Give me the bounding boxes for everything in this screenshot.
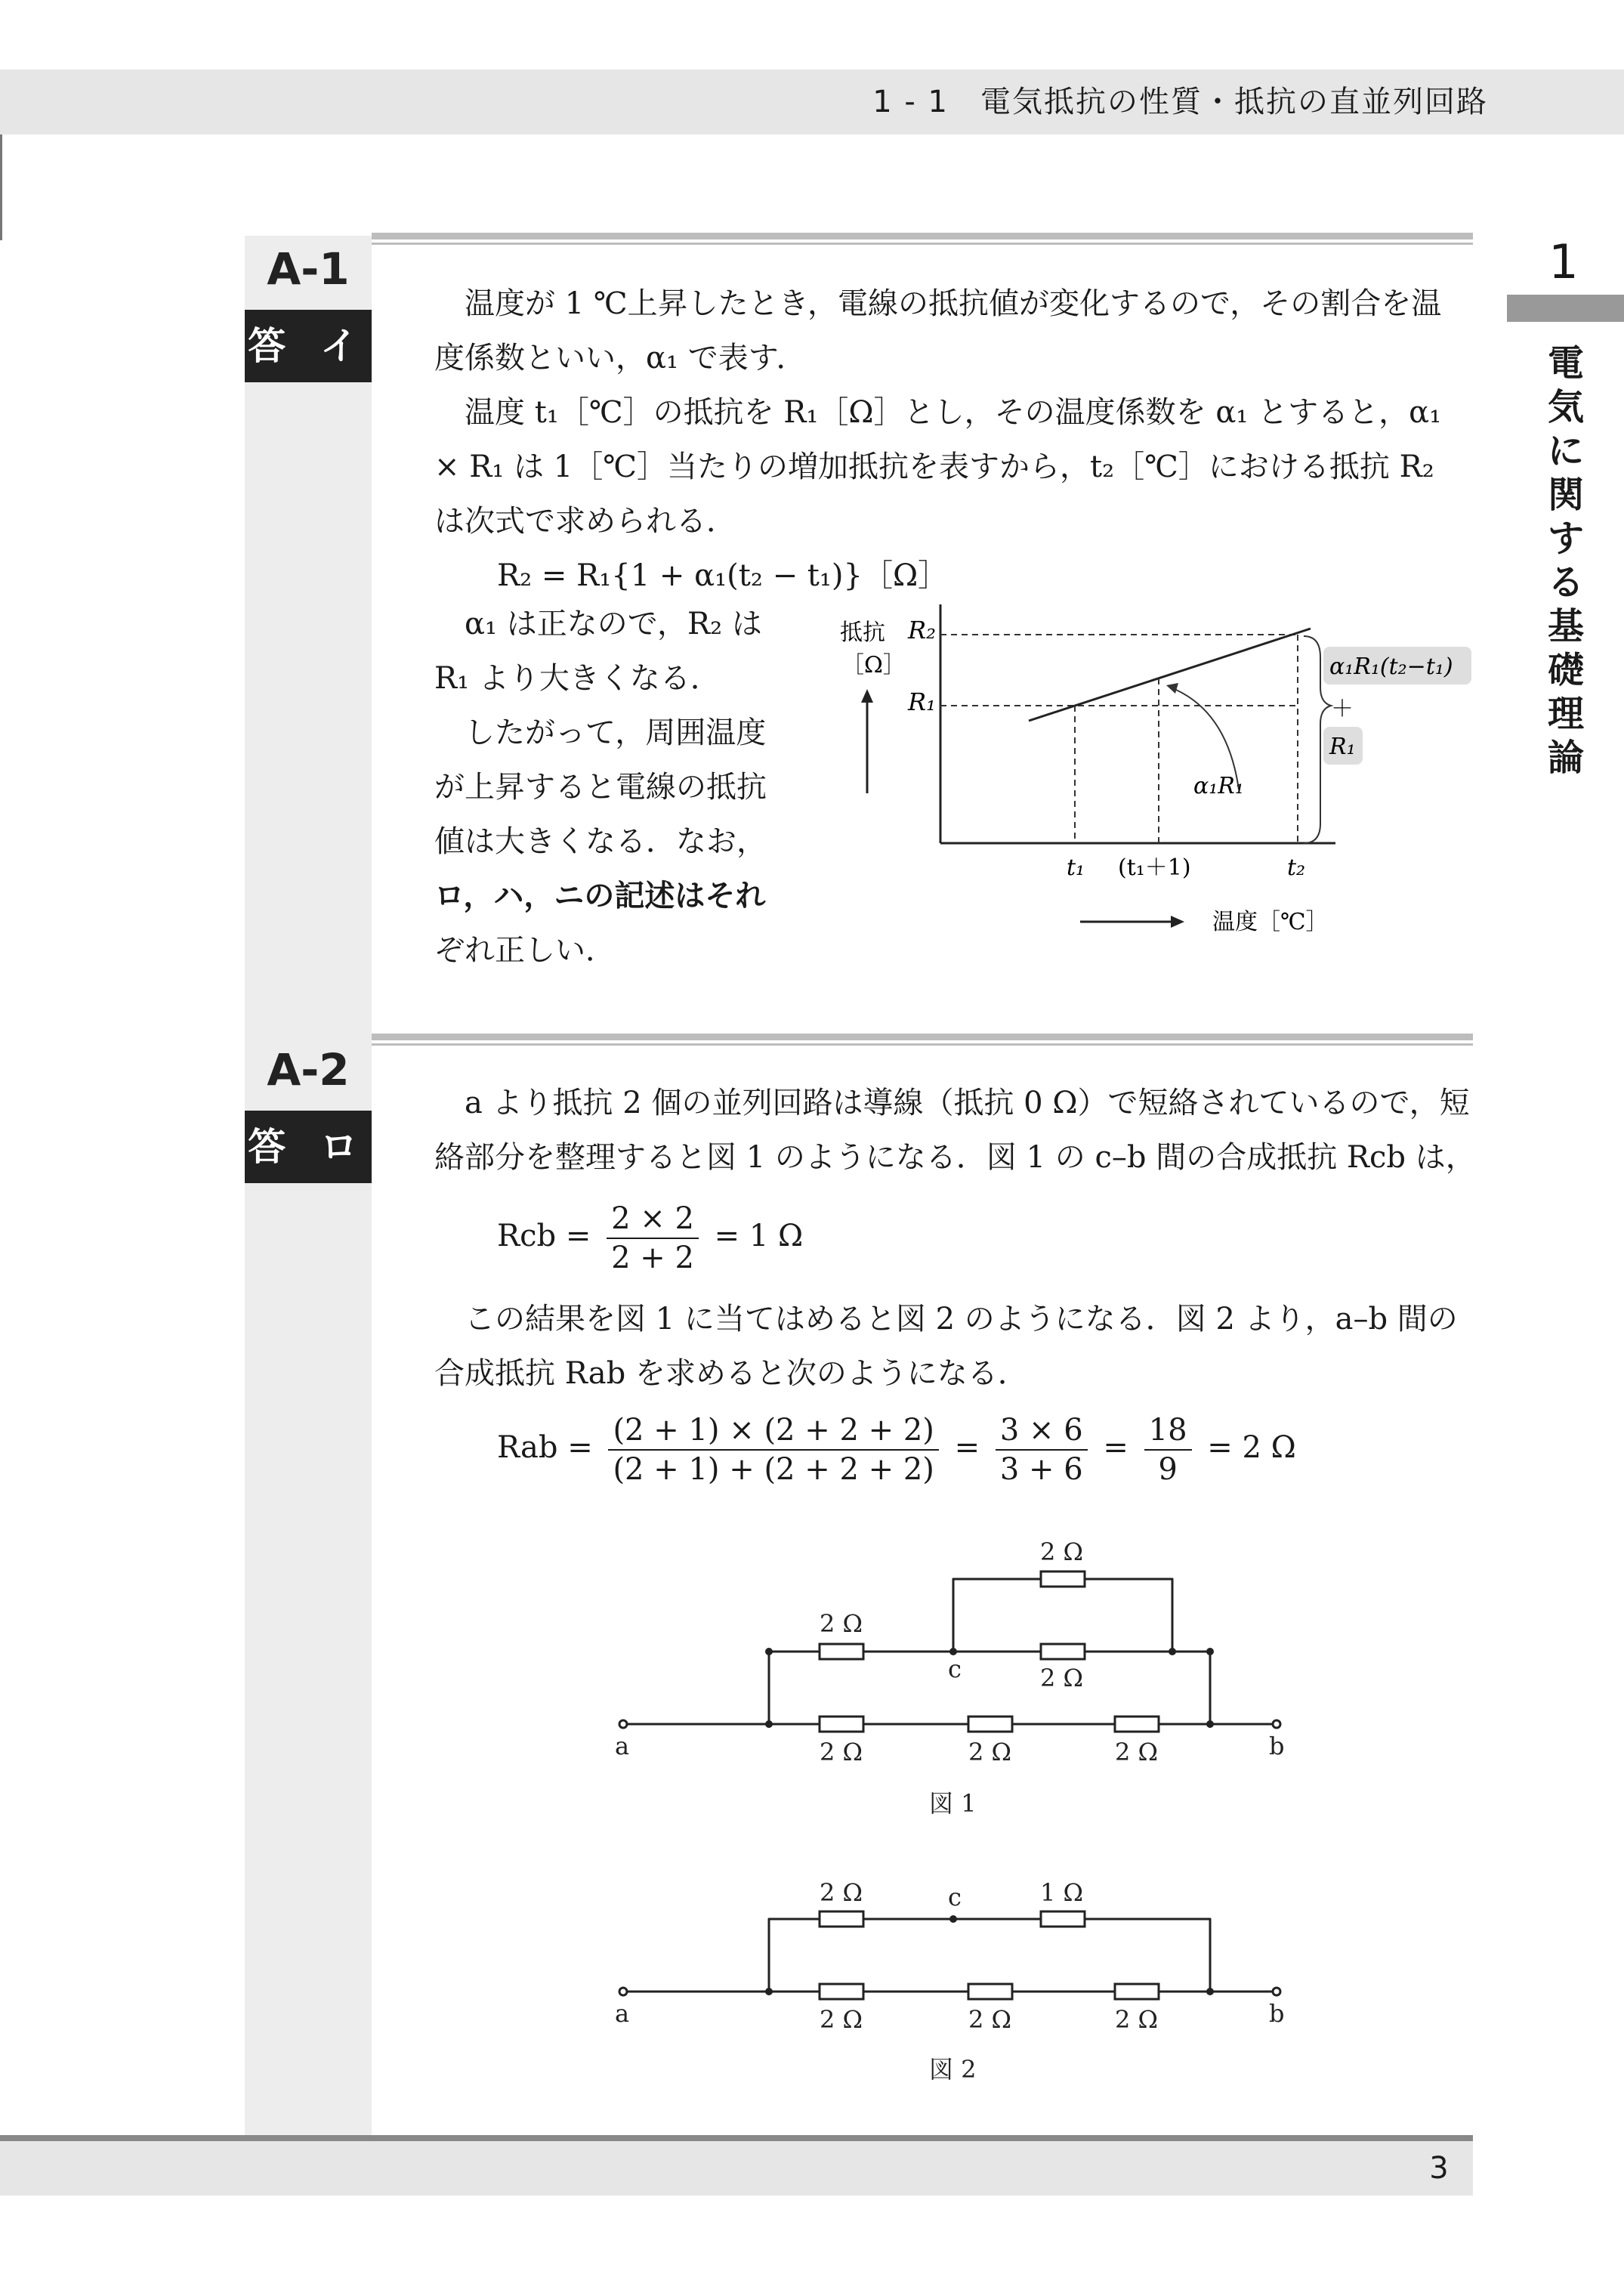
fig2-label-b: b [1269, 1999, 1285, 2028]
fig2-resistor-b1 [820, 1984, 863, 1999]
eq1-den: 2 + 2 [611, 1241, 694, 1275]
fig1-resistor-b2 [968, 1717, 1012, 1732]
graph-t2-label: t₂ [1287, 854, 1306, 881]
fig2-label-c: c [948, 1883, 962, 1911]
fig2-terminal-b [1273, 1988, 1280, 1995]
fig2-label-right: 1 Ω [1040, 1878, 1084, 1907]
eq1-num: 2 × 2 [607, 1201, 699, 1239]
a1-side-line-5: 値は大きくなる．なお， [434, 824, 767, 859]
fig1-terminal-b [1273, 1720, 1280, 1728]
a1-side-line-1: α₁ は正なので，R₂ は [465, 607, 762, 641]
question-label-column [245, 236, 372, 2136]
fig1-label-b1: 2 Ω [820, 1738, 863, 1766]
eq2-lhs: Rab = [497, 1430, 593, 1465]
a1-side-line-2: R₁ より大きくなる． [434, 661, 721, 696]
chapter-tab-bar [1507, 295, 1624, 322]
a1-line-4: × R₁ は 1［℃］当たりの増加抵抗を表すから，t₂［℃］における抵抗 R₂ [434, 450, 1434, 484]
fig2-label-left: 2 Ω [820, 1878, 863, 1907]
fig1-resistor-b1 [820, 1717, 863, 1732]
fig1-caption: 図 1 [929, 1789, 977, 1818]
graph-t1p1-label: (t₁＋1) [1118, 854, 1191, 881]
a1-line-3: 温度 t₁［℃］の抵抗を R₁［Ω］とし，その温度係数を α₁ とすると，α₁ [465, 395, 1442, 430]
answer-badge-a1: 答 イ [245, 310, 372, 382]
page-number: 3 [1429, 2151, 1449, 2186]
eq2-num2: 3 × 6 [996, 1413, 1088, 1451]
fig1-label-a: a [615, 1732, 630, 1760]
figure-2-circuit [604, 1859, 1329, 2108]
fig2-resistor-b3 [1115, 1984, 1159, 1999]
graph-bracket-bottom: R₁ [1329, 734, 1356, 760]
eq2-den1: (2 + 1) + (2 + 2 + 2) [613, 1452, 934, 1487]
fig1-label-b3: 2 Ω [1115, 1738, 1159, 1766]
fig1-label-b: b [1269, 1732, 1285, 1760]
a1-line-1: 温度が 1 ℃上昇したとき，電線の抵抗値が変化するので，その割合を温 [465, 286, 1442, 321]
fig2-resistor-b2 [968, 1984, 1012, 1999]
fig1-label-b2: 2 Ω [968, 1738, 1012, 1766]
fig2-resistor-right [1041, 1911, 1085, 1927]
fig1-resistor-left [820, 1644, 863, 1659]
fig2-label-b1: 2 Ω [820, 2005, 863, 2034]
footer-bar [0, 2141, 1473, 2196]
graph-bracket-plus: ＋ [1331, 696, 1354, 722]
a2-line-3: この結果を図 1 に当てはめると図 2 のようになる．図 2 より，a–b 間の [465, 1302, 1458, 1337]
a2-line-1: a より抵抗 2 個の並列回路は導線（抵抗 0 Ω）で短絡されているので，短 [465, 1086, 1470, 1120]
footer-rule [0, 2135, 1473, 2141]
eq1-rhs: = 1 Ω [714, 1219, 804, 1253]
left-margin-mark [0, 134, 2, 240]
graph-bracket-top: α₁R₁(t₂−t₁) [1329, 654, 1453, 680]
fig2-label-b3: 2 Ω [1115, 2005, 1159, 2034]
fig2-resistor-left [820, 1911, 863, 1927]
graph-y-label-2: ［Ω］ [841, 652, 906, 678]
graph-r1-label: R₁ [908, 688, 936, 716]
temperature-resistance-graph [831, 597, 1480, 952]
a1-line-2: 度係数といい，α₁ で表す． [434, 341, 807, 375]
eq2-mid1: = [954, 1430, 980, 1465]
fig1-label-c: c [948, 1655, 962, 1683]
fig1-resistor-mid [1041, 1644, 1085, 1659]
graph-x-label: 温度［℃］ [1212, 909, 1329, 935]
section-rule-a2 [372, 1034, 1473, 1046]
header-title: 1 - 1 電気抵抗の性質・抵抗の直並列回路 [872, 85, 1488, 119]
fig1-label-top: 2 Ω [1040, 1537, 1084, 1566]
graph-slope-pointer-head [1166, 683, 1178, 694]
a1-line-5: は次式で求められる． [434, 504, 736, 539]
eq2-den2: 3 + 6 [999, 1452, 1083, 1487]
graph-t1-label: t₁ [1067, 854, 1085, 881]
a1-side-line-3: したがって，周囲温度 [465, 715, 767, 750]
graph-y-label-1: 抵抗 [840, 620, 885, 646]
fig2-caption: 図 2 [929, 2055, 977, 2084]
graph-slope-label: α₁R₁ [1193, 773, 1244, 799]
eq2-num1: (2 + 1) × (2 + 2 + 2) [608, 1413, 938, 1451]
eq1-lhs: Rcb = [497, 1219, 591, 1253]
graph-y-arrowhead [861, 689, 873, 703]
answer-badge-a2: 答 ロ [245, 1111, 372, 1183]
eq2-num3: 18 [1144, 1413, 1192, 1451]
chapter-number: 1 [1548, 234, 1579, 289]
fig2-label-a: a [615, 1999, 630, 2028]
graph-x-arrowhead [1171, 916, 1184, 928]
a2-equation-1 [497, 1201, 803, 1275]
a1-side-line-6: ロ，ハ，ニの記述はそれ [434, 878, 766, 913]
question-label-a2: A-2 [267, 1044, 350, 1096]
eq2-mid2: = [1103, 1430, 1128, 1465]
a1-side-line-4: が上昇すると電線の抵抗 [434, 770, 767, 805]
section-rule-a1 [372, 233, 1473, 245]
a1-side-line-7: ぞれ正しい． [434, 933, 616, 968]
graph-resistance-line [1029, 629, 1311, 721]
chapter-title: 電気に関する基礎理論 [1547, 342, 1584, 779]
eq2-den3: 9 [1158, 1452, 1178, 1487]
figure-1-circuit [604, 1526, 1329, 1836]
fig1-label-left: 2 Ω [820, 1609, 863, 1638]
a2-equation-2 [497, 1413, 1296, 1487]
question-label-a1: A-1 [267, 243, 350, 295]
a2-line-2: 絡部分を整理すると図 1 のようになる．図 1 の c–b 間の合成抵抗 Rcb は， [434, 1140, 1476, 1175]
fig1-resistor-b3 [1115, 1717, 1159, 1732]
eq2-rhs: = 2 Ω [1207, 1430, 1296, 1465]
fig2-label-b2: 2 Ω [968, 2005, 1012, 2034]
graph-r2-label: R₂ [908, 616, 936, 644]
fig1-terminal-a [619, 1720, 627, 1728]
a1-equation: R₂ = R₁{1 + α₁(t₂ − t₁)}［Ω］ [497, 558, 949, 593]
fig2-terminal-a [619, 1988, 627, 1995]
fig1-label-mid: 2 Ω [1040, 1664, 1084, 1692]
fig1-resistor-top [1041, 1571, 1085, 1587]
a2-line-4: 合成抵抗 Rab を求めると次のようになる． [434, 1356, 1028, 1391]
